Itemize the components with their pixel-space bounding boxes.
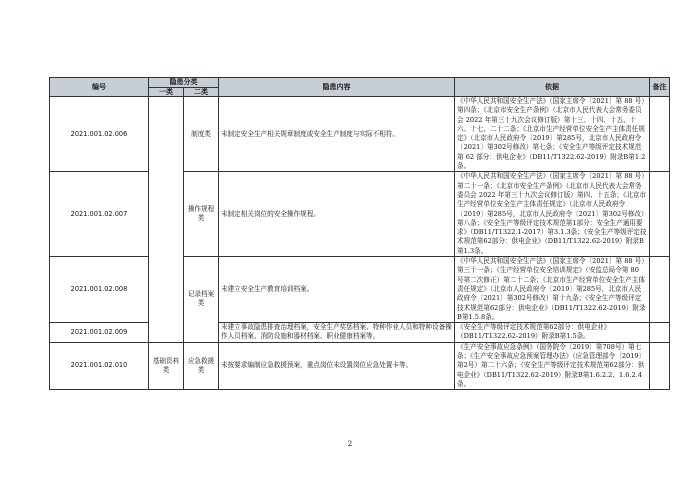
- row-level1-blank: [149, 97, 184, 343]
- row-remarks: [650, 342, 670, 389]
- row-code: 2021.001.02.008: [50, 257, 149, 323]
- row-content: 未制定相关岗位的安全操作规程。: [219, 172, 455, 257]
- row-content: 未建立安全生产教育培训档案。: [219, 257, 455, 323]
- hazard-table: [49, 77, 670, 390]
- row-content: 未按要求编制应急救援预案，重点岗位未设置岗位应急处置卡等。: [219, 342, 455, 389]
- header-remarks: 备注: [650, 78, 670, 97]
- row-remarks: [650, 323, 670, 343]
- row-code: 2021.001.02.007: [50, 172, 149, 257]
- row-level2: 制度类: [184, 97, 219, 172]
- row-remarks: [650, 97, 670, 172]
- table-row: [50, 257, 670, 323]
- header-code: 编号: [50, 78, 149, 97]
- row-basis: 《安全生产等级评定技术规范第62部分：供电企业》（DB11/T1322.62-2019）附录B第1.5条。: [455, 323, 650, 343]
- row-level2: 操作规程类: [184, 172, 219, 257]
- table-header: [50, 78, 670, 97]
- header-category: 隐患分类: [149, 78, 219, 88]
- row-code: 2021.001.02.009: [50, 323, 149, 343]
- table-row: [50, 97, 670, 172]
- row-level2: 记录档案类: [184, 257, 219, 343]
- row-remarks: [650, 172, 670, 257]
- row-remarks: [650, 257, 670, 323]
- header-level1: 一类: [149, 87, 184, 97]
- row-basis: 《中华人民共和国安全生产法》（国家主席令〔2021〕第 88 号）第三十一条；《生产经营单位安全培训规定》（安监总局令第 80 号第二次修正）第二十二条；《北京市生产经营单位安全生产主体责任规定》（北京市人民政府令〔2019〕第285号，北京市人民政府令〔2021〕第302号修改）第十九条；《安全生产等级评定技术规范第62部分：供电企业》（DB11/T1322.62-2019）附录B第1.5.8条。: [455, 257, 650, 323]
- table-row: [50, 342, 670, 389]
- table-row: [50, 323, 670, 343]
- table-row: [50, 172, 670, 257]
- row-level2: 应急救援类: [184, 342, 219, 389]
- row-content: 未制定安全生产相关规章制度或安全生产制度与实际不相符。: [219, 97, 455, 172]
- row-content: 未建立事故隐患排查治理档案，安全生产奖惩档案、特种作业人员和特种设备操作人员档案、消防设施和器材档案、职业健康档案等。: [219, 323, 455, 343]
- row-basis: 《生产安全事故应急条例》（国务院令〔2019〕第708号）第七条；《生产安全事故应急预案管理办法》（应急管理部令〔2019〕第2号）第二十六条；《安全生产等级评定技术规范第62部分：供电企业》（DB11/T1322.62-2019）附录B第1.6.2.2、1.6.2.4条。: [455, 342, 650, 389]
- row-code: 2021.001.02.006: [50, 97, 149, 172]
- header-row-top: [50, 78, 670, 88]
- table-body: [50, 97, 670, 390]
- page-number: 2: [347, 440, 353, 448]
- header-basis: 依据: [455, 78, 650, 97]
- row-level1: 基础资料类: [149, 342, 184, 389]
- header-content: 隐患内容: [219, 78, 455, 97]
- row-basis: 《中华人民共和国安全生产法》（国家主席令〔2021〕第 88 号）第二十一条；《北京市安全生产条例》（北京市人民代表大会常务委员会 2022 年第三十九次会议修订版）第四、十五条；《北京市生产经营单位安全生产主体责任规定》（北京市人民政府令〔2019〕第285号，北京市人民政府令〔2021〕第302号修改）第八条；《安全生产等级评定技术规范第1部分：安全生产通用要求》（DB11/T1322.1-2017）第3.1.3条；《安全生产等级评定技术规范第62部分：供电企业》（DB11/T1322.62-2019）附录B第1.3条。: [455, 172, 650, 257]
- row-basis: 《中华人民共和国安全生产法》（国家主席令〔2021〕第 88 号）第四条；《北京市安全生产条例》（北京市人民代表大会常务委员会 2022 年第三十九次会议修订版）第十三、十四、十五、十六、十七、二十二条；《北京市生产经营单位安全生产主体责任规定》（北京市人民政府令〔2019〕第285号，北京市人民政府令〔2021〕第302号修改）第七条；《安全生产等级评定技术规范第 62 部分：供电企业》（DB11/T1322.62-2019）附录B第1.2条。: [455, 97, 650, 172]
- header-level2: 二类: [184, 87, 219, 97]
- row-code: 2021.001.02.010: [50, 342, 149, 389]
